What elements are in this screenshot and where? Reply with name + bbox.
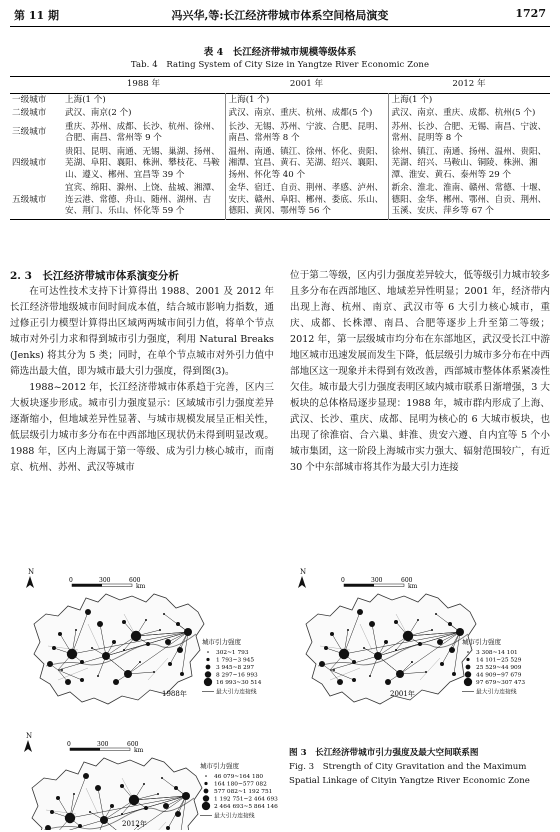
table-header-row xyxy=(10,77,550,94)
map-legend xyxy=(200,761,278,820)
paragraph: 在可达性技术支持下计算得出 1988、2001 及 2012 年长江经济带地级城市间时间成本值，结合城市影响力指数，通过修正引力模型计算得出区域两两城市间引力值，将单个节点城市对外引力求和得到城市引力强度，利用 Natural Breaks (Jenks) 将其分为 5 类；同时，在单个节点城市对外引力值中筛选出最大值，即为城市最大引力强度，得到图(3)。 xyxy=(10,286,274,377)
left-column xyxy=(10,268,274,476)
legend-symbol xyxy=(464,678,472,686)
scale-label: 300 xyxy=(99,577,111,584)
city-node xyxy=(435,613,437,615)
city-size-table xyxy=(10,76,550,220)
scale-label: 300 xyxy=(97,741,109,748)
table-cell: 重庆、苏州、成都、长沙、杭州、徐州、合肥、南昌、常州等 9 个 xyxy=(65,121,220,143)
table-cell: 长沙、无锡、苏州、宁波、合肥、昆明、南昌、常州等 8 个 xyxy=(225,121,388,146)
city-node xyxy=(431,629,433,631)
city-node xyxy=(425,671,427,673)
city-node xyxy=(437,639,443,645)
table-header-cell: 2001 年 xyxy=(289,79,324,89)
city-node xyxy=(146,642,150,646)
scale-unit: km xyxy=(136,583,146,590)
page-number: 1727 xyxy=(515,7,546,20)
legend-line-label: 最大引力连接线 xyxy=(214,813,255,820)
table-cell: 武汉、南京(2 个) xyxy=(65,108,132,118)
city-node xyxy=(357,609,363,615)
city-node xyxy=(395,649,397,651)
city-node xyxy=(120,784,124,788)
city-node xyxy=(73,793,75,795)
legend-title: 城市引力强度 xyxy=(462,638,501,646)
city-node xyxy=(369,621,375,627)
city-node xyxy=(163,613,165,615)
legend-symbol xyxy=(466,665,471,670)
figure-caption-en-1: Fig. 3 Strength of City Gravitation and the Maximum xyxy=(289,762,527,772)
north-arrow-icon xyxy=(24,732,32,752)
city-node xyxy=(333,669,335,671)
city-node xyxy=(452,672,456,676)
city-node xyxy=(83,773,89,779)
issue-number: 第 11 期 xyxy=(14,9,59,22)
city-node xyxy=(166,826,170,830)
map-year-label: 2001年 xyxy=(390,690,415,698)
map-year-label: 2012年 xyxy=(122,820,147,828)
legend-item: 577 082~1 192 751 xyxy=(214,789,273,795)
city-node xyxy=(396,670,404,678)
city-node xyxy=(369,675,371,677)
running-header xyxy=(14,7,546,23)
city-node xyxy=(58,632,62,636)
table-cell: 上海(1 个) xyxy=(65,94,106,105)
scale-label: 600 xyxy=(129,577,141,584)
city-node xyxy=(129,795,139,805)
city-node xyxy=(339,649,349,659)
city-node xyxy=(352,660,356,664)
map-region xyxy=(306,594,476,704)
level-cell: 四级城市 xyxy=(12,158,47,168)
city-node xyxy=(97,621,103,627)
legend-symbol xyxy=(202,802,210,810)
legend-symbol xyxy=(465,671,471,677)
city-node xyxy=(363,647,365,649)
city-node xyxy=(174,786,178,790)
legend-line-label: 最大引力连接线 xyxy=(216,689,257,696)
table-cell: 武汉、南京、重庆、杭州、成都(5 个) xyxy=(225,107,388,121)
table-row xyxy=(10,121,550,146)
legend-symbol xyxy=(467,651,469,653)
city-node xyxy=(411,661,413,663)
table-cell: 徐州、镇江、南通、扬州、温州、贵阳、芜湖、绍兴、马鞍山、铜陵、株洲、湘潭、淮安、黄石、泰州等 29 个 xyxy=(388,146,550,183)
paragraph: 1988~2012 年，长江经济带城市体系趋于完善，区内三大板块逐步形成。城市引力强度显示：区域城市引力强度差异逐渐缩小，但地域差异性显著、与城市规模发展呈正相关性，低层级引力城市多分布在中西部地区现状仍未得到明显改观。1988 年，区内上海属于第一等级、成为引力核心城市，而南京、杭州、苏州、武汉等城市 xyxy=(10,382,274,473)
city-node xyxy=(175,811,181,817)
figure-caption xyxy=(289,746,551,788)
city-node xyxy=(347,629,349,631)
city-node xyxy=(65,813,75,823)
legend-symbol xyxy=(205,775,207,777)
city-node xyxy=(145,619,147,621)
legend-title: 城市引力强度 xyxy=(202,638,241,646)
scale-bar xyxy=(67,741,144,754)
scale-label: 0 xyxy=(69,577,73,584)
section-heading: 2. 3 长江经济带城市体系演变分析 xyxy=(10,270,179,282)
north-label: N xyxy=(28,568,35,576)
map-2012 xyxy=(12,648,284,830)
table-cell: 武汉、南京、重庆、成都、杭州(5 个) xyxy=(388,107,550,121)
scale-label: 600 xyxy=(401,577,413,584)
region-outline xyxy=(32,758,202,830)
legend-title: 城市引力强度 xyxy=(200,762,239,770)
north-label: N xyxy=(26,732,33,740)
city-node xyxy=(330,632,334,636)
north-arrow-icon xyxy=(298,568,306,588)
legend-item: 16 993~30 514 xyxy=(216,680,262,686)
city-node xyxy=(440,662,444,666)
table-row xyxy=(10,93,550,107)
table-caption-cn: 表 4 长江经济带城市规模等级体系 xyxy=(203,47,357,58)
scale-label: 300 xyxy=(371,577,383,584)
city-node xyxy=(159,629,161,631)
header-rule xyxy=(10,26,550,27)
table-cell: 新余、淮北、淮南、赣州、常德、十堰、德阳、金华、郴州、鄂州、自贡、荆州、玉溪、安庆、萍乡等 67 个 xyxy=(388,182,550,219)
scale-bar xyxy=(69,577,146,590)
city-node xyxy=(112,640,116,644)
legend-item: 1 192 751~2 464 693 xyxy=(214,796,278,803)
map-year-label: 1988年 xyxy=(162,690,187,698)
city-node xyxy=(78,824,82,828)
city-node xyxy=(75,629,77,631)
city-node xyxy=(100,816,108,824)
city-node xyxy=(324,646,328,650)
table-row xyxy=(10,107,550,121)
table-header-cell: 2012 年 xyxy=(452,79,486,89)
city-node xyxy=(394,620,398,624)
city-node xyxy=(384,640,388,644)
city-node xyxy=(165,639,171,645)
city-node xyxy=(110,804,114,808)
city-node xyxy=(122,620,126,624)
legend-symbol xyxy=(466,658,469,661)
table-cell: 宜宾、绵阳、滁州、上饶、盐城、湘潭、连云港、常德、舟山、随州、湖州、吉安、荆门、乐山、怀化等 59 个 xyxy=(65,183,220,216)
legend-item: 8 297~16 993 xyxy=(216,672,258,679)
table-cell: 苏州、长沙、合肥、无锡、南昌、宁波、常州、昆明等 8 个 xyxy=(388,121,550,146)
legend-item: 97 679~307 473 xyxy=(476,680,526,686)
legend-item: 164 180~577 082 xyxy=(214,781,267,788)
city-node xyxy=(56,796,60,800)
table-row xyxy=(10,146,550,183)
legend-item: 44 909~97 679 xyxy=(476,672,522,679)
legend-item: 2 464 693~5 864 146 xyxy=(214,804,278,810)
figure-caption-cn: 图 3 长江经济带城市引力强度及最大空间联系图 xyxy=(289,748,479,758)
city-node xyxy=(448,622,452,626)
scale-label: 600 xyxy=(127,741,139,748)
scale-unit: km xyxy=(134,747,144,754)
city-node xyxy=(337,679,343,685)
level-cell: 三级城市 xyxy=(12,127,47,138)
table-row xyxy=(10,182,550,219)
map-2001 xyxy=(290,560,552,720)
table-cell: 上海(1 个) xyxy=(388,93,550,107)
legend-item: 3 308~14 101 xyxy=(476,650,518,656)
city-node xyxy=(417,619,419,621)
city-node xyxy=(403,631,413,641)
table-cell: 上海(1 个) xyxy=(225,93,388,107)
north-label: N xyxy=(300,568,307,576)
table-cell: 贵阳、昆明、南通、无锡、巢湖、扬州、芜湖、阜阳、襄阳、株洲、攀枝花、马鞍山、遵义、郴州、宜昌等 39 个 xyxy=(65,146,220,180)
running-title: 冯兴华,等:长江经济带城市体系空间格局演变 xyxy=(171,9,389,22)
city-node xyxy=(50,810,54,814)
legend-item: 25 529~44 909 xyxy=(476,665,522,671)
scale-unit: km xyxy=(408,583,418,590)
north-arrow-icon xyxy=(26,568,34,588)
table-header-cell: 1988 年 xyxy=(126,79,161,89)
level-cell: 一级城市 xyxy=(12,94,47,105)
city-node xyxy=(144,806,148,810)
city-node xyxy=(95,785,101,791)
city-node xyxy=(176,622,180,626)
legend-item: 1 793~3 945 xyxy=(216,657,255,664)
city-node xyxy=(319,661,325,667)
right-column xyxy=(290,268,550,476)
city-node xyxy=(182,792,190,800)
city-node xyxy=(121,813,123,815)
table-header-cell xyxy=(10,77,62,94)
map-region xyxy=(32,758,202,830)
level-cell: 五级城市 xyxy=(12,194,47,205)
city-node xyxy=(143,783,145,785)
legend-symbol xyxy=(203,795,209,801)
city-node xyxy=(374,652,382,660)
city-node xyxy=(449,647,455,653)
city-node xyxy=(131,631,141,641)
city-node xyxy=(157,793,159,795)
city-node xyxy=(89,811,91,813)
paragraph: 位于第二等级，区内引力强度差异较大，低等级引力城市较多且多分布在西部地区、地域差异性明显；2001 年，经济带内出现上海、杭州、南京、武汉市等 6 大引力核心城市，重庆、成都、长株潭、南昌、合肥等逐步上升至第二等级；2012 年，第一层级城市均分布在东部地区，武汉受长江中游地区城市迅速发展而发生下降，低层级引力城市多分布在中西部地区这一现象并未得到有效改善，西部城市整体体系紧凑性欠佳。城市最大引力强度表明区域内城市联系日渐增强，3 大板块的总体格局逐步显现：1988 年，城市群内形成了上海、武汉、长沙、重庆、成都、昆明为核心的 6 大城市板块，也出现了徐淮宿、合六巢、蚌淮、贵安六遵、自内宜等 5 个小城市集团，这一阶段上海城市实力强大、辐射范围较广，有近 30 个中东部城市将其作为最大引力连接 xyxy=(290,270,550,473)
city-node xyxy=(456,628,464,636)
legend-item: 46 079~164 180 xyxy=(214,774,264,780)
city-node xyxy=(184,628,192,636)
city-node xyxy=(352,678,356,682)
city-node xyxy=(163,803,169,809)
scale-label: 0 xyxy=(341,577,345,584)
city-node xyxy=(385,679,391,685)
table-caption-en: Tab. 4 Rating System of City Size in Yangtze River Economic Zone xyxy=(130,60,430,70)
legend-line-label: 最大引力连接线 xyxy=(476,689,517,696)
level-cell: 二级城市 xyxy=(12,108,47,118)
scale-label: 0 xyxy=(67,741,71,748)
map-legend xyxy=(462,637,525,696)
legend-item: 14 101~25 529 xyxy=(476,657,522,664)
table-cell: 金华、宿迁、自贡、荆州、孝感、泸州、安庆、赣州、阜阳、郴州、娄底、乐山、德阳、黄冈、鄂州等 56 个 xyxy=(225,182,388,219)
legend-item: 3 945~8 297 xyxy=(216,665,255,671)
legend-item: 302~1 793 xyxy=(216,650,249,656)
scale-bar xyxy=(341,577,418,590)
city-node xyxy=(161,777,163,779)
figure-caption-en-2: Spatial Linkage of Cityin Yangtze River Economic Zone xyxy=(289,776,530,786)
table-cell: 温州、南通、镇江、徐州、怀化、贵阳、湘潭、宜昌、黄石、芜湖、绍兴、襄阳、扬州、怀化等 40 个 xyxy=(225,146,388,183)
legend-symbol xyxy=(204,789,209,794)
legend-symbol xyxy=(204,782,207,785)
city-node xyxy=(418,642,422,646)
city-node xyxy=(85,609,91,615)
